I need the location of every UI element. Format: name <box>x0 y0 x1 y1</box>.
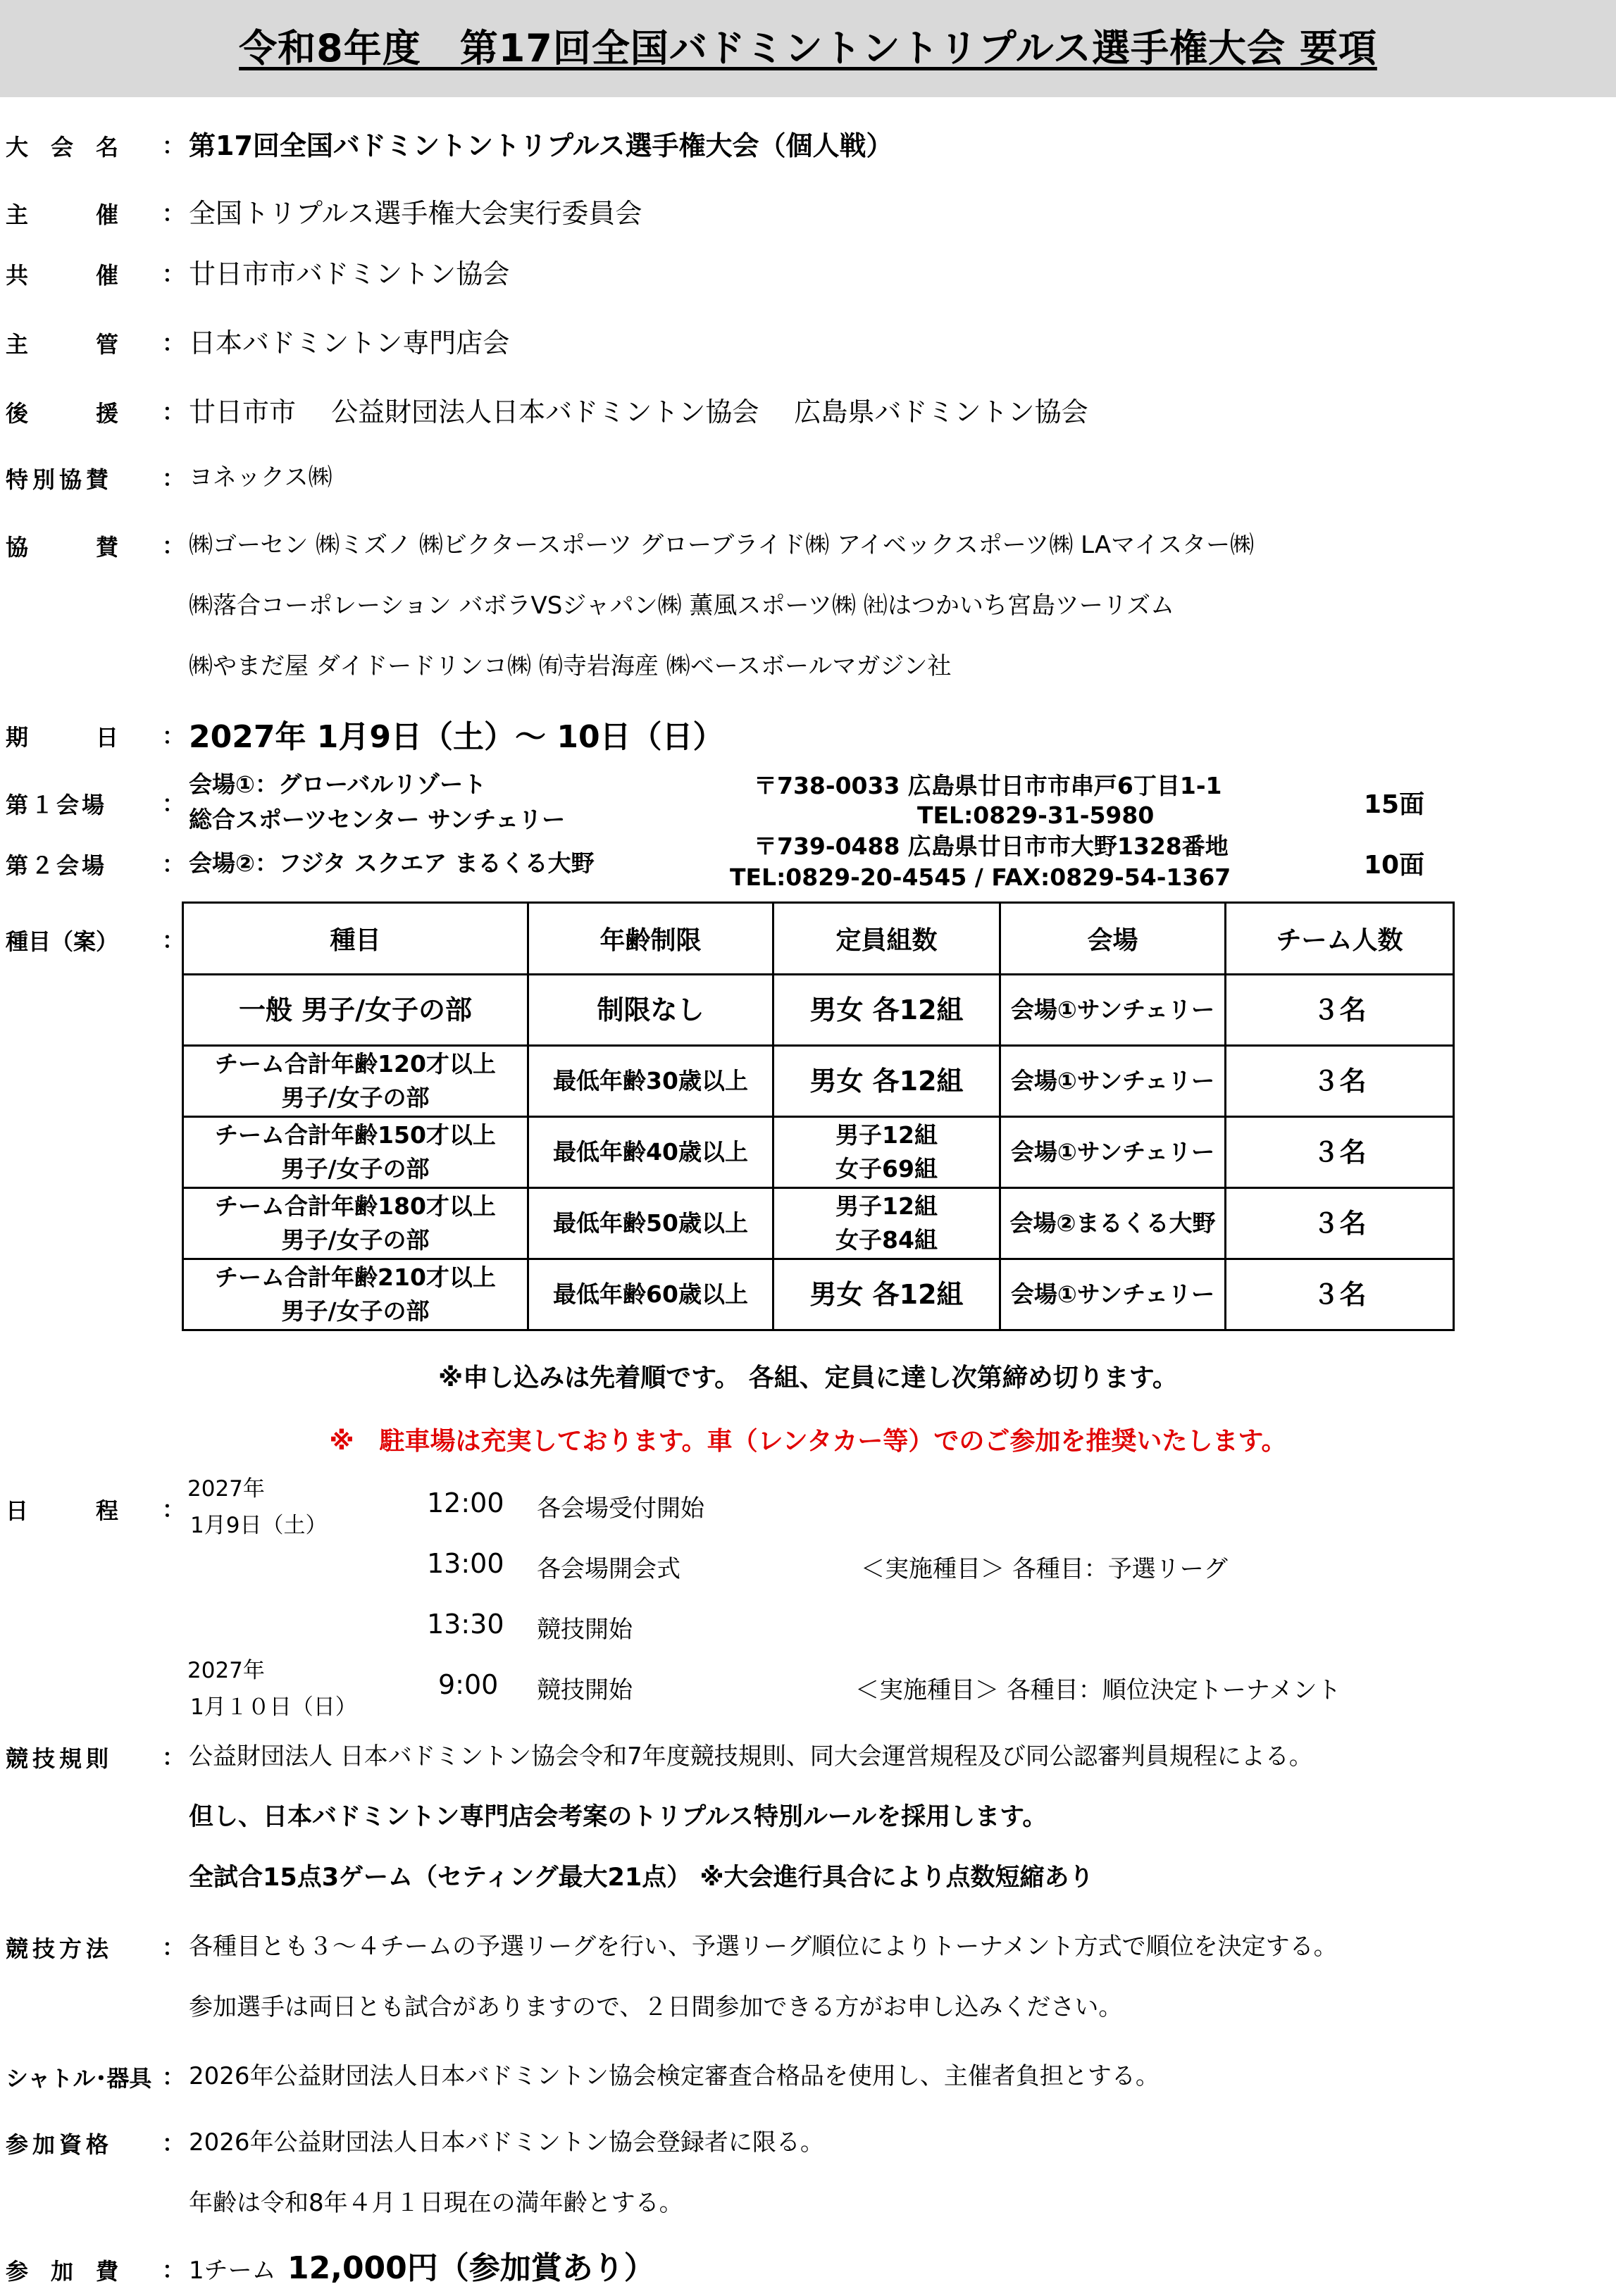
colon: ： <box>162 723 185 749</box>
label-kijitsu: 期 日 <box>6 724 119 751</box>
label-kyosai: 共 催 <box>6 262 119 289</box>
value-tokubetsu: ヨネックス㈱ <box>189 463 332 492</box>
schedule-day1-date: 1月9日（土） <box>190 1513 328 1538</box>
value-taikaimei: 第17回全国バドミントントリプルス選手権大会（個人戦） <box>189 130 893 161</box>
label-eligibility: 参加資格 <box>6 2131 113 2158</box>
event-line2: 男子/女子の部 <box>281 1084 430 1111</box>
cell-age: 最低年齢50歳以上 <box>528 1188 773 1259</box>
label-rules: 競技規則 <box>6 1745 113 1772</box>
label-shusai: 主 催 <box>6 201 119 228</box>
value-koen: 廿日市市 公益財団法人日本バドミントン協会 広島県バドミントン協会 <box>189 397 1088 428</box>
fee-amount: 12,000円（参加賞あり） <box>287 2250 655 2286</box>
schedule-item-text: 各会場開会式 <box>537 1555 680 1583</box>
colon: ： <box>162 200 185 227</box>
colon: ： <box>162 2130 185 2157</box>
colon: ： <box>162 132 185 159</box>
cell-venue: 会場①サンチェリー <box>1000 1259 1226 1330</box>
schedule-day2-year: 2027年 <box>187 1658 265 1683</box>
schedule-day1-year: 2027年 <box>187 1476 265 1502</box>
schedule-time: 12:00 <box>427 1487 504 1518</box>
header-venue: 会場 <box>1000 903 1226 975</box>
table-header-row <box>183 903 1454 975</box>
venue1-tel: TEL:0829-31-5980 <box>917 801 1155 829</box>
capacity-men: 男子12組 <box>835 1121 938 1149</box>
label-koen: 後 援 <box>6 400 119 427</box>
value-kyosai: 廿日市市バドミントン協会 <box>189 258 510 289</box>
schedule-item-text: 各会場受付開始 <box>537 1495 704 1523</box>
table-row <box>183 975 1454 1046</box>
label-fee: 参 加 費 <box>6 2258 119 2285</box>
label-shumoku: 種目（案） <box>6 928 119 955</box>
rules-line1: 公益財団法人 日本バドミントン協会令和7年度競技規則、同大会運営規程及び同公認審判員規程による。 <box>189 1742 1313 1771</box>
header-age-limit: 年齢制限 <box>528 903 773 975</box>
cell-event <box>183 1188 528 1259</box>
cell-capacity <box>773 1117 1000 1188</box>
schedule-item-note: ＜実施種目＞ 各種目：予選リーグ <box>861 1555 1228 1583</box>
label-schedule: 日 程 <box>6 1497 119 1524</box>
cell-event <box>183 1046 528 1117</box>
schedule-day2-date: 1月１０日（日） <box>190 1695 357 1720</box>
event-line1: チーム合計年齢150才以上 <box>215 1121 496 1149</box>
colon: ： <box>162 851 185 878</box>
label-method: 競技方法 <box>6 1935 113 1962</box>
schedule-time: 9:00 <box>438 1669 499 1700</box>
event-line2: 男子/女子の部 <box>281 1226 430 1254</box>
table-row <box>183 1046 1454 1117</box>
colon: ： <box>162 1496 185 1523</box>
label-shuttle: シャトル･器具 <box>6 2065 152 2092</box>
label-shukan: 主 管 <box>6 331 119 358</box>
event-line1: 一般 男子/女子の部 <box>238 994 473 1025</box>
colon: ： <box>162 790 185 817</box>
value-shukan: 日本バドミントン専門店会 <box>189 327 510 358</box>
header-event: 種目 <box>183 903 528 975</box>
venue1-name1: 会場①：グローバルリゾート <box>189 770 487 798</box>
colon: ： <box>162 261 185 287</box>
venue1-address: 〒738-0033 広島県廿日市市串戸6丁目1-1 <box>754 772 1222 799</box>
cell-members: ３名 <box>1226 1117 1454 1188</box>
colon: ： <box>162 1934 185 1961</box>
cell-members: ３名 <box>1226 1046 1454 1117</box>
rules-line3: 全試合15点3ゲーム（セティング最大21点） ※大会進行具合により点数短縮あり <box>189 1864 1094 1892</box>
events-table <box>182 901 1455 1331</box>
cell-members: ３名 <box>1226 1188 1454 1259</box>
rules-line2: 但し、日本バドミントン専門店会考案のトリプルス特別ルールを採用します。 <box>189 1803 1048 1831</box>
note-parking: ※ 駐車場は充実しております。車（レンタカー等）でのご参加を推奨いたします。 <box>329 1427 1287 1456</box>
cell-capacity: 男女 各12組 <box>773 1046 1000 1117</box>
fee-prefix: 1チーム <box>189 2257 276 2285</box>
label-kyosan: 協 賛 <box>6 534 119 561</box>
colon: ： <box>162 532 185 559</box>
colon: ： <box>162 465 185 492</box>
cell-event <box>183 1117 528 1188</box>
capacity-men: 男子12組 <box>835 1192 938 1220</box>
note-first-come: ※申し込みは先着順です。 各組、定員に達し次第締め切ります。 <box>438 1364 1178 1392</box>
cell-age: 制限なし <box>528 975 773 1046</box>
cell-event <box>183 1259 528 1330</box>
event-line2: 男子/女子の部 <box>281 1155 430 1183</box>
value-kyosan-line3: ㈱やまだ屋 ダイドードリンコ㈱ ㈲寺岩海産 ㈱ベースボールマガジン社 <box>189 652 952 680</box>
table-row <box>183 1188 1454 1259</box>
schedule-item-text: 競技開始 <box>537 1676 633 1704</box>
schedule-time: 13:00 <box>427 1548 504 1579</box>
eligibility-line2: 年齢は令和8年４月１日現在の満年齢とする。 <box>189 2189 683 2217</box>
event-line2: 男子/女子の部 <box>281 1297 430 1325</box>
cell-capacity: 男女 各12組 <box>773 975 1000 1046</box>
cell-venue: 会場①サンチェリー <box>1000 1046 1226 1117</box>
cell-age: 最低年齢60歳以上 <box>528 1259 773 1330</box>
cell-members: ３名 <box>1226 975 1454 1046</box>
venue1-name2: 総合スポーツセンター サンチェリー <box>189 806 566 833</box>
method-line2: 参加選手は両日とも試合がありますので、２日間参加できる方がお申し込みください。 <box>189 1993 1123 2021</box>
value-shusai: 全国トリプルス選手権大会実行委員会 <box>189 198 642 229</box>
cell-age: 最低年齢40歳以上 <box>528 1117 773 1188</box>
colon: ： <box>162 2064 185 2090</box>
cell-age: 最低年齢30歳以上 <box>528 1046 773 1117</box>
label-taikaimei: 大 会 名 <box>6 134 119 161</box>
cell-venue: 会場①サンチェリー <box>1000 975 1226 1046</box>
value-kyosan-line2: ㈱落合コーポレーション バボラVSジャパン㈱ 薫風スポーツ㈱ ㈳はつかいち宮島ツーリズム <box>189 592 1175 620</box>
venue2-address: 〒739-0488 広島県廿日市市大野1328番地 <box>754 832 1229 860</box>
label-venue2: 第２会場 <box>6 852 108 879</box>
event-line1: チーム合計年齢180才以上 <box>215 1192 496 1220</box>
eligibility-line1: 2026年公益財団法人日本バドミントン協会登録者に限る。 <box>189 2128 824 2157</box>
colon: ： <box>162 330 185 356</box>
cell-capacity <box>773 1188 1000 1259</box>
cell-members: ３名 <box>1226 1259 1454 1330</box>
shuttle-value: 2026年公益財団法人日本バドミントン協会検定審査合格品を使用し、主催者負担とする。 <box>189 2062 1160 2090</box>
venue2-name: 会場②：フジタ スクエア まるくる大野 <box>189 849 595 877</box>
label-venue1: 第１会場 <box>6 792 108 818</box>
table-row <box>183 1117 1454 1188</box>
venue2-courts: 10面 <box>1364 851 1425 880</box>
venue2-tel: TEL:0829-20-4545 / FAX:0829-54-1367 <box>730 863 1231 891</box>
schedule-time: 13:30 <box>427 1609 504 1640</box>
method-line1: 各種目とも３～４チームの予選リーグを行い、予選リーグ順位によりトーナメント方式で順位を決定する。 <box>189 1933 1338 1961</box>
header-capacity: 定員組数 <box>773 903 1000 975</box>
colon: ： <box>162 2257 185 2283</box>
capacity-women: 女子69組 <box>835 1155 938 1183</box>
document-title: 令和8年度 第17回全国バドミントントリプルス選手権大会 要項 <box>239 26 1377 70</box>
header-team-size: チーム人数 <box>1226 903 1454 975</box>
value-kijitsu: 2027年 1月9日（土）～ 10日（日） <box>189 719 724 755</box>
colon: ： <box>162 1744 185 1771</box>
colon: ： <box>162 399 185 425</box>
event-line1: チーム合計年齢120才以上 <box>215 1050 496 1078</box>
cell-event <box>183 975 528 1046</box>
event-line1: チーム合計年齢210才以上 <box>215 1264 496 1291</box>
schedule-item-text: 競技開始 <box>537 1616 633 1644</box>
cell-venue: 会場②まるくる大野 <box>1000 1188 1226 1259</box>
cell-venue: 会場①サンチェリー <box>1000 1117 1226 1188</box>
label-tokubetsu: 特別協賛 <box>6 466 113 493</box>
table-row <box>183 1259 1454 1330</box>
value-kyosan-line1: ㈱ゴーセン ㈱ミズノ ㈱ビクタースポーツ グローブライド㈱ アイベックスポーツ㈱ LAマイスター㈱ <box>189 531 1255 559</box>
schedule-item-note: ＜実施種目＞ 各種目：順位決定トーナメント <box>855 1676 1341 1704</box>
cell-capacity: 男女 各12組 <box>773 1259 1000 1330</box>
colon: ： <box>162 927 185 954</box>
capacity-women: 女子84組 <box>835 1226 938 1254</box>
venue1-courts: 15面 <box>1364 790 1425 819</box>
